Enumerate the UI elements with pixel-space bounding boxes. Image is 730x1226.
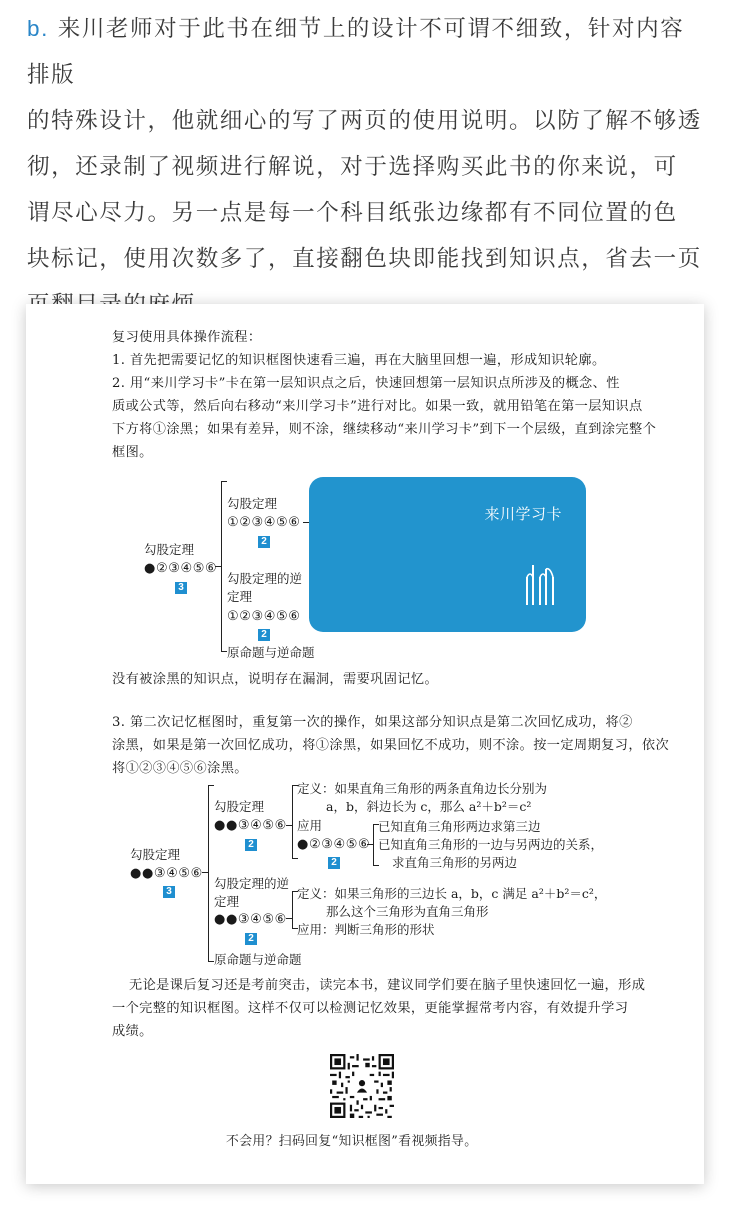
d1-child2-nums: ①②③④⑤⑥ <box>227 609 301 624</box>
d1-root-label: 勾股定理 <box>144 542 195 557</box>
d2-b-tag: 2 <box>245 933 257 945</box>
qr-caption: 不会用？扫码回复“知识框图”看视频指导。 <box>226 1134 478 1149</box>
d2-a-nums: ●●③④⑤⑥ <box>214 818 287 833</box>
d2-a-app-brace <box>373 824 374 866</box>
d2-b-def-1: 定义：如果三角形的三边长 a，b，c 满足 a²＋b²＝c²， <box>297 886 607 901</box>
d2-a-app-nums: ●②③④⑤⑥ <box>297 837 371 852</box>
d2-a-brace <box>292 785 293 859</box>
d2-a-app-3: 求直角三角形的另两边 <box>392 855 518 870</box>
d1-child3-label: 原命题与逆命题 <box>227 645 315 660</box>
step-2-line-2: 质或公式等，然后向右移动“来川学习卡”进行对比。如果一致，就用铅笔在第一层知识点 <box>112 399 643 414</box>
study-card <box>309 477 586 632</box>
step-3-line-3: 将①②③④⑤⑥涂黑。 <box>112 761 248 776</box>
d2-root-label: 勾股定理 <box>130 847 181 862</box>
note-1: 没有被涂黑的知识点，说明存在漏洞，需要巩固记忆。 <box>112 672 439 687</box>
step-3-line-2: 涂黑，如果是第一次回忆成功，将①涂黑，如果回忆不成功，则不涂。按一定周期复习，依次 <box>112 738 670 753</box>
conclusion-line-2: 一个完整的知识框图。这样不仅可以检测记忆效果，更能掌握常考内容，有效提升学习 <box>112 1001 629 1016</box>
d2-b-label-2: 定理 <box>214 894 240 909</box>
d2-brace <box>208 785 209 962</box>
d1-child1-tag: 2 <box>258 536 270 548</box>
d2-root-nums: ●●③④⑤⑥ <box>130 866 203 881</box>
d1-child2-label-2: 定理 <box>227 589 253 604</box>
d2-b-app: 应用：判断三角形的形状 <box>297 922 435 937</box>
d2-a-app-tag: 2 <box>328 857 340 869</box>
step-2-line-4: 框图。 <box>112 445 153 460</box>
intro-paragraph: b. 来川老师对于此书在细节上的设计不可谓不细致，针对内容排版 的特殊设计，他就细心的写了两页的使用说明。以防了解不够透 彻，还录制了视频进行解说，对于选择购买此书的你来说，可 谓尽心尽力。另一点是每一个科目纸张边缘都有不同位置的色 块标记，使用次数多了，直接翻色块即能找到知识点，省去一页 <box>27 16 702 272</box>
d1-child1-nums: ①②③④⑤⑥ <box>227 515 301 530</box>
d2-c-label: 原命题与逆命题 <box>214 952 302 967</box>
conclusion-line-3: 成绩。 <box>112 1024 153 1039</box>
d2-a-app-1: 已知直角三角形两边求第三边 <box>378 819 541 834</box>
step-3-line-1: 3. 第二次记忆框图时，重复第一次的操作，如果这部分知识点是第二次回忆成功，将② <box>112 715 633 730</box>
study-card-title: 来川学习卡 <box>484 505 562 523</box>
d2-a-def-2: a，b，斜边长为 c，那么 a²＋b²＝c² <box>326 799 532 814</box>
d2-a-app-2: 已知直角三角形的一边与另两边的关系， <box>378 837 604 852</box>
book-page-image <box>26 304 704 1184</box>
d1-child1-label: 勾股定理 <box>227 496 278 511</box>
d2-b-nums: ●●③④⑤⑥ <box>214 912 287 927</box>
d1-child2-tag: 2 <box>258 629 270 641</box>
d1-root-nums: ●②③④⑤⑥ <box>144 561 218 576</box>
conclusion-line-1: 无论是课后复习还是考前突击，读完本书，建议同学们要在脑子里快速回忆一遍，形成 <box>129 978 646 993</box>
d2-b-def-2: 那么这个三角形为直角三角形 <box>326 904 489 919</box>
page-heading: 复习使用具体操作流程： <box>112 330 262 345</box>
study-card-logo-icon <box>523 565 559 605</box>
d2-root-tag: 3 <box>163 886 175 898</box>
d2-a-tag: 2 <box>245 839 257 851</box>
step-1: 1. 首先把需要记忆的知识框图快速看三遍，再在大脑里回想一遍，形成知识轮廓。 <box>112 353 606 368</box>
d2-b-label: 勾股定理的逆 <box>214 876 290 891</box>
d2-a-label: 勾股定理 <box>214 799 265 814</box>
qr-code[interactable] <box>330 1054 394 1118</box>
d1-brace <box>221 481 222 652</box>
step-2-line-3: 下方将①涂黑；如果有差异，则不涂，继续移动“来川学习卡”到下一个层级，直到涂完整个 <box>112 422 657 437</box>
intro-marker: b. <box>27 16 49 41</box>
d1-child2-label: 勾股定理的逆 <box>227 571 303 586</box>
d1-root-tag: 3 <box>175 582 187 594</box>
d2-b-brace <box>292 891 293 929</box>
step-2-line-1: 2. 用“来川学习卡”卡在第一层知识点之后，快速回想第一层知识点所涉及的概念、性 <box>112 376 620 391</box>
d2-a-def-1: 定义：如果直角三角形的两条直角边长分别为 <box>297 781 548 796</box>
d2-a-app: 应用 <box>297 818 323 833</box>
